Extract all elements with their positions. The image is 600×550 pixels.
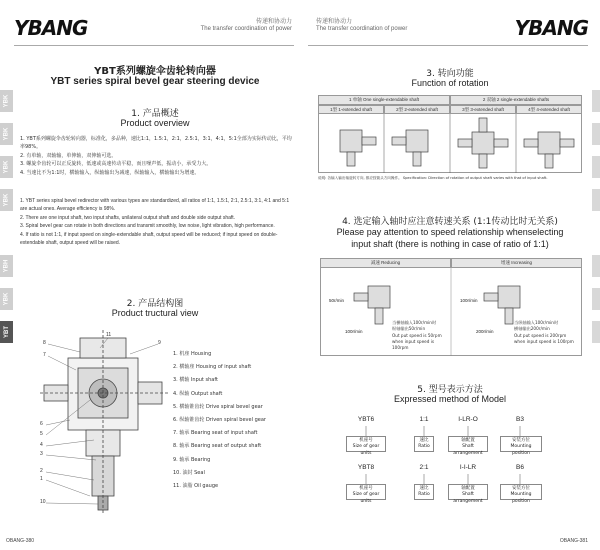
- rotation-header-double: 2 双轴 2 single-extendable shafts: [450, 95, 582, 105]
- parts-list-item: 6. 纵轴锥齿轮 Driven spiral bevel gear: [173, 416, 266, 423]
- tab-ybk-2[interactable]: YBK: [0, 123, 13, 145]
- section5-title-en: Expressed method of Model: [393, 394, 507, 404]
- model1-ratio: 1:1: [419, 416, 429, 423]
- section3-title-cn: 3. 转向功能: [426, 69, 474, 79]
- parts-list-item: 2. 横轴座 Housing of input shaft: [173, 364, 252, 371]
- model1-label-shaft: 轴配置 Shaft arrangement: [448, 436, 488, 452]
- right-tab: [592, 90, 600, 112]
- callout-10: 10: [40, 499, 46, 505]
- overview-cn: 1. YBT系列螺旋伞齿轮转向器，标准化，多品种，速比1:1，1.5:1，2:1，2.5:1，3:1，4:1，5:1全部为实际传动比，平均率98%。 2. 有单轴，双轴输，单伸轴，双伸轴可选。 3. 螺旋伞齿轮可以正反旋转，低速或高速传动平稳，而且噪声低，振动小，承受力大。 4. 当速比不为1:1时，横轴输入，纵轴输出为减速，纵轴输入，横轴输出为增速。: [20, 136, 292, 176]
- rotation-cell-3: 3型 3-extended shaft: [450, 105, 516, 114]
- model2-mount: B6: [516, 464, 524, 471]
- section2-title-cn: 2. 产品结构图: [126, 299, 184, 309]
- rotation-cell-4: 4型 4-extended shaft: [516, 105, 582, 114]
- parts-list-item: 5. 横轴锥齿轮 Drive spiral bevel gear: [173, 403, 263, 410]
- parts-list-item: 1. 机座 Housing: [173, 351, 212, 357]
- reduce-input-speed: 50r/min: [329, 298, 345, 303]
- slogan: [201, 18, 292, 34]
- model2-label-shaft: 轴配置 Shaft arrangement: [448, 484, 488, 500]
- parts-list-item: 10. 油封 Seal: [173, 469, 205, 476]
- model2-label-mount: 安装方位 Mounting position: [500, 484, 542, 500]
- section1-title-en: Product overview: [120, 118, 190, 128]
- callout-4: 4: [40, 442, 43, 448]
- right-tab: [592, 288, 600, 310]
- page-number-left: OBANG-380: [6, 538, 35, 544]
- tab-ybh[interactable]: YBH: [0, 255, 13, 277]
- brand-logo: YBANG: [14, 16, 88, 40]
- slogan-cn: 传递和协动力: [255, 18, 292, 25]
- right-tab: [592, 255, 600, 277]
- slogan-en: The transfer coordination of power: [316, 25, 408, 32]
- rotation-note: 说明: 各输入输出轴旋转方向, 都应按箭头方向操作。 Specification: Direction of rotation of output shaft varies with that of input shaft.: [318, 176, 548, 180]
- callout-labels: [40, 330, 170, 515]
- model1-label-mount: 安装方位 Mounting position: [500, 436, 542, 452]
- model2-size: YBT8: [357, 464, 375, 471]
- tab-ybt[interactable]: YBT: [0, 321, 13, 343]
- brand-logo: YBANG: [514, 16, 588, 40]
- model2-label-ratio: 速比 Ratio: [414, 484, 434, 500]
- model1-size: YBT6: [357, 416, 375, 423]
- right-tab: [592, 123, 600, 145]
- slogan-en: The transfer coordination of power: [200, 25, 292, 32]
- increase-output-speed: 200r/min: [476, 329, 494, 334]
- slogan-cn: 传递和协动力: [316, 18, 353, 25]
- tab-ybk-5[interactable]: YBK: [0, 288, 13, 310]
- callout-7: 7: [43, 352, 46, 358]
- right-tab: [592, 156, 600, 178]
- speed-header-reducing: 减速 Reducing: [320, 258, 451, 268]
- increase-note: 当纵轴输入100r/min时 横轴输出200r/min Out put speed is 200rpm when input speed is 100rpm: [514, 320, 574, 344]
- parts-list-item: 4. 纵轴 Output shaft: [173, 390, 223, 397]
- reduce-output-speed: 100r/min: [345, 329, 363, 334]
- model1-mount: B3: [516, 416, 524, 423]
- section4-title-cn: 4. 选定输入轴时应注意转速关系 (1:1传动比时无关系): [342, 217, 558, 227]
- callout-6: 6: [40, 421, 43, 427]
- right-tab: [592, 321, 600, 343]
- header-rule: [14, 45, 294, 46]
- section4-title-en-2: input shaft (there is nothing in case of ratio of 1:1): [351, 239, 549, 249]
- callout-2: 2: [40, 468, 43, 474]
- section5-title-cn: 5. 型号表示方法: [417, 385, 483, 395]
- reduce-note: 当横轴输入100r/min时 纵轴输出50r/min Out put speed is 50rpm when input speed is 100rpm: [392, 320, 442, 351]
- callout-8: 8: [43, 340, 46, 346]
- page-title-en: YBT series spiral bevel gear steering device: [50, 76, 260, 87]
- model2-ratio: 2:1: [419, 464, 429, 471]
- section3-title-en: Function of rotation: [411, 78, 489, 88]
- increase-input-speed: 100r/min: [460, 298, 478, 303]
- speed-header-increasing: 增速 Increasing: [451, 258, 582, 268]
- rotation-diagrams: [318, 114, 582, 173]
- model2-connectors: [340, 474, 550, 484]
- tab-ybk-1[interactable]: YBK: [0, 90, 13, 112]
- model1-label-ratio: 速比 Ratio: [414, 436, 434, 452]
- tab-ybk-4[interactable]: YBK: [0, 189, 13, 211]
- parts-list-item: 11. 油脂 Oil gauge: [173, 482, 219, 489]
- model2-label-size: 机座号 Size of gear units: [346, 484, 386, 500]
- rotation-header-single: 1 单轴 One single-extendable shaft: [318, 95, 450, 105]
- section2-title-en: Product tructural view: [111, 308, 199, 318]
- right-page: [300, 0, 600, 550]
- callout-11: 11: [106, 332, 112, 338]
- model1-connectors: [340, 426, 550, 436]
- callout-5: 5: [40, 431, 43, 437]
- rotation-cell-2: 2型 2-extended shaft: [384, 105, 450, 114]
- model1-label-size: 机座号 Size of gear units: [346, 436, 386, 452]
- overview-en: 1. YBT series spiral bevel redirector with various types are standardized, all ratios of 1:1, 1.5:1, 2:1, 2.5:1, 3:1, 4:1 and 5:1 are actual ones. Average efficiency is 98%. 2. There are one input shaft, two input shafts, unilateral output shaft and double side output shaft. 3. Spiral bevel gear can rotate in both directions and transmit smoothly, low noise, light vibration, high performance. 4. If ratio is not 1:1, if input speed on single-extendable shaft, output speed will be reduced; if input speed on double- extendable shaft, output speed will be raised.: [20, 198, 290, 246]
- model2-shaft: I-I-LR: [459, 464, 477, 471]
- page-number-right: OBANG-381: [559, 538, 588, 544]
- section4-title-en-1: Please pay attention to speed relationship whenselecting: [336, 227, 564, 237]
- slogan: [316, 18, 407, 34]
- callout-3: 3: [40, 451, 43, 457]
- parts-list-item: 9. 轴承 Bearing: [173, 456, 211, 463]
- parts-list-item: 8. 轴承 Bearing seat of output shaft: [173, 443, 262, 450]
- parts-list: [173, 350, 266, 495]
- page-title-cn: YBT系列螺旋伞齿轮转向器: [94, 66, 216, 77]
- right-tab: [592, 189, 600, 211]
- parts-list-item: 7. 轴承 Bearing seat of input shaft: [173, 430, 258, 437]
- callout-9: 9: [158, 340, 161, 346]
- header-rule: [308, 45, 588, 46]
- callout-1: 1: [40, 476, 43, 482]
- rotation-cell-1: 1型 1-extended shaft: [318, 105, 384, 114]
- parts-list-item: 3. 横轴 Input shaft: [173, 377, 218, 384]
- model1-shaft: I-LR-O: [458, 416, 478, 423]
- tab-ybk-3[interactable]: YBK: [0, 156, 13, 178]
- section1-title-cn: 1. 产品概述: [131, 109, 179, 119]
